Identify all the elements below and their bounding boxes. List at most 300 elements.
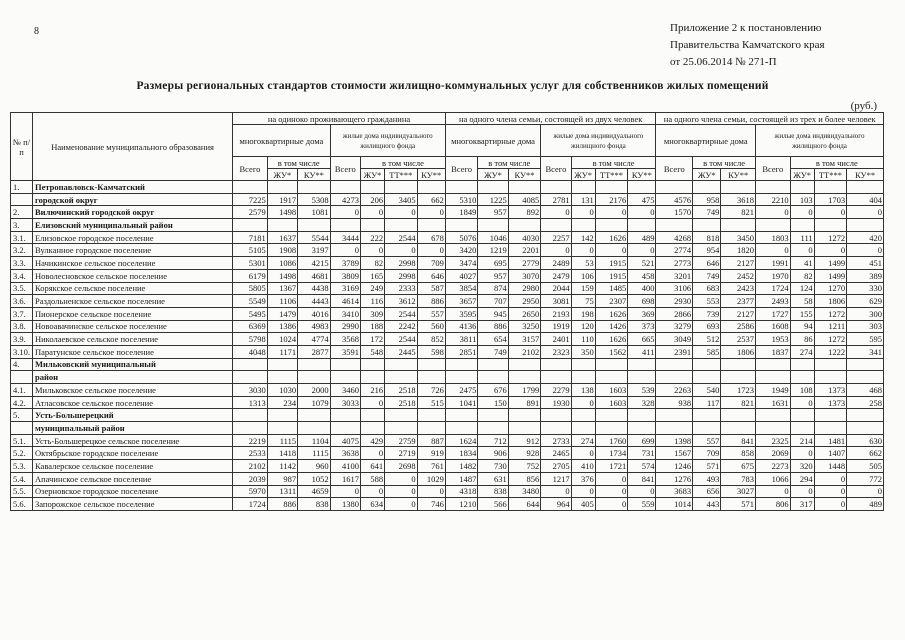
value-cell: 598	[417, 345, 445, 358]
value-cell: 3683	[656, 485, 693, 498]
header-tt: ТТ***	[595, 169, 627, 181]
value-cell: 429	[361, 434, 385, 447]
value-cell: 892	[508, 206, 540, 219]
value-cell	[478, 371, 508, 384]
header-zhu: ЖУ*	[571, 169, 595, 181]
value-cell: 258	[847, 396, 884, 409]
value-cell: 987	[267, 472, 297, 485]
value-cell: 2210	[756, 193, 791, 206]
row-number: 5.3.	[11, 460, 33, 473]
value-cell: 94	[790, 320, 814, 333]
value-cell: 1930	[541, 396, 571, 409]
value-cell: 1142	[267, 460, 297, 473]
header-mkd-1: многоквартирные дома	[233, 125, 330, 157]
value-cell: 2307	[595, 295, 627, 308]
value-cell: 493	[693, 472, 721, 485]
value-cell: 317	[790, 498, 814, 511]
value-cell: 0	[628, 206, 656, 219]
value-cell: 0	[541, 206, 571, 219]
value-cell	[445, 219, 477, 232]
value-cell: 2452	[721, 269, 756, 282]
value-cell: 1949	[756, 384, 791, 397]
value-cell: 945	[478, 307, 508, 320]
value-cell: 198	[571, 307, 595, 320]
header-tt: ТТ***	[814, 169, 846, 181]
value-cell: 0	[385, 206, 417, 219]
value-cell: 4215	[298, 257, 330, 270]
value-cell: 2518	[385, 384, 417, 397]
value-cell: 1624	[445, 434, 477, 447]
value-cell	[267, 409, 297, 422]
value-cell: 707	[478, 295, 508, 308]
value-cell: 1115	[267, 434, 297, 447]
value-cell	[417, 371, 445, 384]
value-cell: 216	[361, 384, 385, 397]
value-cell: 0	[385, 498, 417, 511]
value-cell: 2000	[298, 384, 330, 397]
value-cell: 420	[847, 231, 884, 244]
value-cell: 1908	[267, 244, 297, 257]
value-cell: 234	[267, 396, 297, 409]
value-cell: 3106	[656, 282, 693, 295]
value-cell: 1608	[756, 320, 791, 333]
value-cell	[541, 358, 571, 371]
value-cell: 0	[814, 244, 846, 257]
value-cell	[847, 358, 884, 371]
value-cell: 821	[721, 206, 756, 219]
value-cell	[233, 409, 268, 422]
municipality-name: Петропавловск-Камчатский	[33, 181, 233, 194]
value-cell: 2333	[385, 282, 417, 295]
row-number: 3.3.	[11, 257, 33, 270]
value-cell: 443	[693, 498, 721, 511]
value-cell: 489	[847, 498, 884, 511]
value-cell: 1115	[298, 447, 330, 460]
value-cell: 0	[417, 244, 445, 257]
value-cell: 4100	[330, 460, 360, 473]
value-cell	[478, 219, 508, 232]
value-cell: 2537	[721, 333, 756, 346]
value-cell	[233, 181, 268, 194]
value-cell	[267, 422, 297, 435]
value-cell: 1498	[267, 206, 297, 219]
value-cell: 1487	[445, 472, 477, 485]
value-cell: 587	[417, 282, 445, 295]
page-number: 8	[34, 26, 39, 37]
value-cell	[298, 422, 330, 435]
value-cell: 3420	[445, 244, 477, 257]
row-number: 3.5.	[11, 282, 33, 295]
value-cell	[571, 219, 595, 232]
value-cell: 458	[628, 269, 656, 282]
row-number: 3.	[11, 219, 33, 232]
value-cell	[508, 219, 540, 232]
value-cell	[656, 409, 693, 422]
value-cell: 4983	[298, 320, 330, 333]
value-cell: 389	[847, 269, 884, 282]
value-cell	[298, 409, 330, 422]
value-cell: 856	[508, 472, 540, 485]
table-row	[11, 193, 884, 206]
value-cell: 1803	[756, 231, 791, 244]
value-cell: 739	[693, 307, 721, 320]
value-cell: 4659	[298, 485, 330, 498]
value-cell: 3612	[385, 295, 417, 308]
municipality-name: Усть-Большерецкий	[33, 409, 233, 422]
value-cell: 886	[478, 320, 508, 333]
value-cell	[693, 371, 721, 384]
value-cell: 1380	[330, 498, 360, 511]
value-cell: 110	[571, 333, 595, 346]
value-cell: 712	[478, 434, 508, 447]
value-cell	[790, 409, 814, 422]
value-cell: 1915	[595, 257, 627, 270]
value-cell	[656, 422, 693, 435]
value-cell: 3591	[330, 345, 360, 358]
value-cell: 0	[361, 244, 385, 257]
value-cell	[693, 181, 721, 194]
municipality-name: Елизовское городское поселение	[33, 231, 233, 244]
value-cell: 3157	[508, 333, 540, 346]
value-cell: 150	[478, 396, 508, 409]
header-incl: в том числе	[478, 157, 541, 169]
value-cell: 1041	[445, 396, 477, 409]
value-cell: 1066	[756, 472, 791, 485]
value-cell: 2493	[756, 295, 791, 308]
value-cell: 0	[814, 472, 846, 485]
value-cell	[693, 409, 721, 422]
value-cell: 0	[361, 447, 385, 460]
value-cell: 1481	[814, 434, 846, 447]
value-cell: 665	[628, 333, 656, 346]
value-cell: 521	[628, 257, 656, 270]
value-cell: 410	[571, 460, 595, 473]
value-cell: 4085	[508, 193, 540, 206]
row-number: 3.2.	[11, 244, 33, 257]
value-cell: 1276	[656, 472, 693, 485]
value-cell: 5076	[445, 231, 477, 244]
value-cell	[790, 371, 814, 384]
value-cell: 675	[721, 460, 756, 473]
value-cell: 117	[693, 396, 721, 409]
value-cell: 1426	[595, 320, 627, 333]
value-cell: 108	[790, 384, 814, 397]
value-cell	[298, 371, 330, 384]
row-number: 5.6.	[11, 498, 33, 511]
value-cell: 841	[721, 434, 756, 447]
value-cell: 0	[847, 244, 884, 257]
value-cell	[595, 219, 627, 232]
value-cell	[361, 409, 385, 422]
municipality-name: Николаевское сельское поселение	[33, 333, 233, 346]
value-cell: 1617	[330, 472, 360, 485]
value-cell	[233, 422, 268, 435]
value-cell: 475	[628, 193, 656, 206]
value-cell: 3169	[330, 282, 360, 295]
value-cell: 404	[847, 193, 884, 206]
value-cell: 557	[693, 434, 721, 447]
value-cell: 2257	[541, 231, 571, 244]
value-cell: 0	[330, 485, 360, 498]
value-cell: 752	[508, 460, 540, 473]
value-cell: 1211	[814, 320, 846, 333]
value-cell: 0	[571, 244, 595, 257]
value-cell	[756, 181, 791, 194]
municipality-name: Корякское сельское поселение	[33, 282, 233, 295]
value-cell	[814, 409, 846, 422]
value-cell: 1222	[814, 345, 846, 358]
value-cell: 0	[361, 206, 385, 219]
value-cell: 1106	[267, 295, 297, 308]
value-cell	[790, 181, 814, 194]
value-cell: 761	[417, 460, 445, 473]
value-cell: 155	[790, 307, 814, 320]
table-row	[11, 409, 884, 422]
value-cell: 1631	[756, 396, 791, 409]
value-cell	[814, 358, 846, 371]
value-cell: 451	[847, 257, 884, 270]
table-row	[11, 384, 884, 397]
value-cell	[385, 409, 417, 422]
value-cell: 5549	[233, 295, 268, 308]
value-cell: 3568	[330, 333, 360, 346]
value-cell	[847, 371, 884, 384]
row-number: 3.4.	[11, 269, 33, 282]
value-cell: 1081	[298, 206, 330, 219]
municipality-name: Запорожское сельское поселение	[33, 498, 233, 511]
value-cell: 1225	[478, 193, 508, 206]
value-cell: 641	[361, 460, 385, 473]
row-number: 3.1.	[11, 231, 33, 244]
value-cell: 2544	[385, 333, 417, 346]
value-cell: 1272	[814, 307, 846, 320]
value-cell	[417, 219, 445, 232]
value-cell: 654	[478, 333, 508, 346]
municipality-name: городской округ	[33, 193, 233, 206]
value-cell: 320	[790, 460, 814, 473]
value-cell: 1626	[595, 231, 627, 244]
value-cell: 571	[721, 498, 756, 511]
row-number	[11, 371, 33, 384]
value-cell: 4614	[330, 295, 360, 308]
value-cell: 0	[541, 485, 571, 498]
appendix-note	[670, 20, 825, 71]
value-cell: 1029	[417, 472, 445, 485]
value-cell: 142	[571, 231, 595, 244]
municipality-name: Паратунское сельское поселение	[33, 345, 233, 358]
value-cell: 2698	[385, 460, 417, 473]
value-cell	[417, 358, 445, 371]
value-cell: 749	[693, 269, 721, 282]
header-incl: в том числе	[361, 157, 446, 169]
value-cell: 699	[628, 434, 656, 447]
value-cell: 2423	[721, 282, 756, 295]
value-cell: 274	[790, 345, 814, 358]
value-cell: 656	[693, 485, 721, 498]
value-cell: 1724	[756, 282, 791, 295]
value-cell: 489	[628, 231, 656, 244]
value-cell: 2705	[541, 460, 571, 473]
value-cell: 2733	[541, 434, 571, 447]
table-row	[11, 472, 884, 485]
value-cell: 2579	[233, 206, 268, 219]
value-cell: 1104	[298, 434, 330, 447]
value-cell	[330, 409, 360, 422]
value-cell: 1448	[814, 460, 846, 473]
value-cell: 2779	[508, 257, 540, 270]
value-cell: 1970	[756, 269, 791, 282]
value-cell: 3595	[445, 307, 477, 320]
value-cell: 1272	[814, 231, 846, 244]
value-cell: 3450	[721, 231, 756, 244]
value-cell: 294	[790, 472, 814, 485]
value-cell	[814, 181, 846, 194]
municipality-name: Октябрьское городское поселение	[33, 447, 233, 460]
value-cell	[628, 371, 656, 384]
value-cell	[330, 181, 360, 194]
header-incl: в том числе	[693, 157, 756, 169]
table-row	[11, 498, 884, 511]
municipality-name: Вулканное городское поселение	[33, 244, 233, 257]
value-cell	[267, 219, 297, 232]
value-cell: 958	[693, 193, 721, 206]
value-cell: 1479	[267, 307, 297, 320]
value-cell: 341	[847, 345, 884, 358]
value-cell	[571, 358, 595, 371]
value-cell: 2069	[756, 447, 791, 460]
value-cell: 2127	[721, 307, 756, 320]
value-cell: 2193	[541, 307, 571, 320]
value-cell: 1079	[298, 396, 330, 409]
value-cell: 4774	[298, 333, 330, 346]
value-cell: 0	[847, 206, 884, 219]
value-cell: 4048	[233, 345, 268, 358]
value-cell: 5495	[233, 307, 268, 320]
table-row	[11, 307, 884, 320]
value-cell: 75	[571, 295, 595, 308]
value-cell: 0	[790, 244, 814, 257]
value-cell	[445, 371, 477, 384]
value-cell: 222	[361, 231, 385, 244]
value-cell: 560	[417, 320, 445, 333]
value-cell: 3197	[298, 244, 330, 257]
value-cell: 1499	[814, 269, 846, 282]
value-cell	[847, 219, 884, 232]
row-number: 5.	[11, 409, 33, 422]
value-cell	[571, 371, 595, 384]
value-cell	[721, 219, 756, 232]
value-cell: 400	[628, 282, 656, 295]
municipality-name: Новоавачинское сельское поселение	[33, 320, 233, 333]
value-cell: 646	[417, 269, 445, 282]
municipality-name: Раздольненское сельское поселение	[33, 295, 233, 308]
value-cell: 634	[361, 498, 385, 511]
value-cell	[508, 181, 540, 194]
value-cell	[361, 371, 385, 384]
value-cell	[814, 422, 846, 435]
value-cell: 818	[693, 231, 721, 244]
value-cell: 783	[721, 472, 756, 485]
row-number: 3.8.	[11, 320, 33, 333]
value-cell	[508, 358, 540, 371]
value-cell: 2377	[721, 295, 756, 308]
value-cell: 4268	[656, 231, 693, 244]
value-cell: 350	[571, 345, 595, 358]
value-cell: 3657	[445, 295, 477, 308]
value-cell: 1270	[814, 282, 846, 295]
municipality-name: Пионерское сельское поселение	[33, 307, 233, 320]
value-cell: 2866	[656, 307, 693, 320]
value-cell	[656, 181, 693, 194]
value-cell: 2219	[233, 434, 268, 447]
value-cell: 4027	[445, 269, 477, 282]
value-cell: 954	[693, 244, 721, 257]
value-cell: 214	[790, 434, 814, 447]
value-cell: 2877	[298, 345, 330, 358]
value-cell	[721, 371, 756, 384]
header-group-two: на одного члена семьи, состоящей из двух человек	[445, 113, 656, 125]
value-cell: 960	[298, 460, 330, 473]
value-cell: 2479	[541, 269, 571, 282]
value-cell: 6179	[233, 269, 268, 282]
value-cell	[756, 422, 791, 435]
appendix-line-3: от 25.06.2014 № 271-П	[670, 56, 777, 68]
value-cell: 662	[417, 193, 445, 206]
value-cell: 1046	[478, 231, 508, 244]
value-cell: 3250	[508, 320, 540, 333]
value-cell: 2759	[385, 434, 417, 447]
value-cell: 906	[478, 447, 508, 460]
header-mkd-3: многоквартирные дома	[656, 125, 756, 157]
value-cell: 957	[478, 206, 508, 219]
value-cell	[721, 409, 756, 422]
value-cell: 841	[628, 472, 656, 485]
value-cell	[508, 422, 540, 435]
municipality-name: район	[33, 371, 233, 384]
value-cell: 1834	[445, 447, 477, 460]
value-cell	[267, 358, 297, 371]
value-cell: 2518	[385, 396, 417, 409]
value-cell	[790, 358, 814, 371]
value-cell: 0	[847, 485, 884, 498]
value-cell	[417, 422, 445, 435]
value-cell: 0	[790, 206, 814, 219]
value-cell	[571, 409, 595, 422]
value-cell: 3444	[330, 231, 360, 244]
value-cell: 3030	[233, 384, 268, 397]
value-cell: 964	[541, 498, 571, 511]
value-cell: 0	[790, 485, 814, 498]
value-cell	[330, 422, 360, 435]
value-cell: 0	[814, 485, 846, 498]
value-cell: 662	[847, 447, 884, 460]
value-cell: 709	[693, 447, 721, 460]
municipality-name: Озерновское городское поселение	[33, 485, 233, 498]
value-cell: 2273	[756, 460, 791, 473]
value-cell	[508, 371, 540, 384]
value-cell: 5805	[233, 282, 268, 295]
value-cell: 2998	[385, 257, 417, 270]
header-zhu: ЖУ*	[790, 169, 814, 181]
value-cell: 1219	[478, 244, 508, 257]
value-cell	[847, 181, 884, 194]
value-cell	[847, 422, 884, 435]
value-cell	[267, 371, 297, 384]
value-cell	[541, 219, 571, 232]
value-cell	[445, 358, 477, 371]
value-cell: 4273	[330, 193, 360, 206]
value-cell: 548	[361, 345, 385, 358]
